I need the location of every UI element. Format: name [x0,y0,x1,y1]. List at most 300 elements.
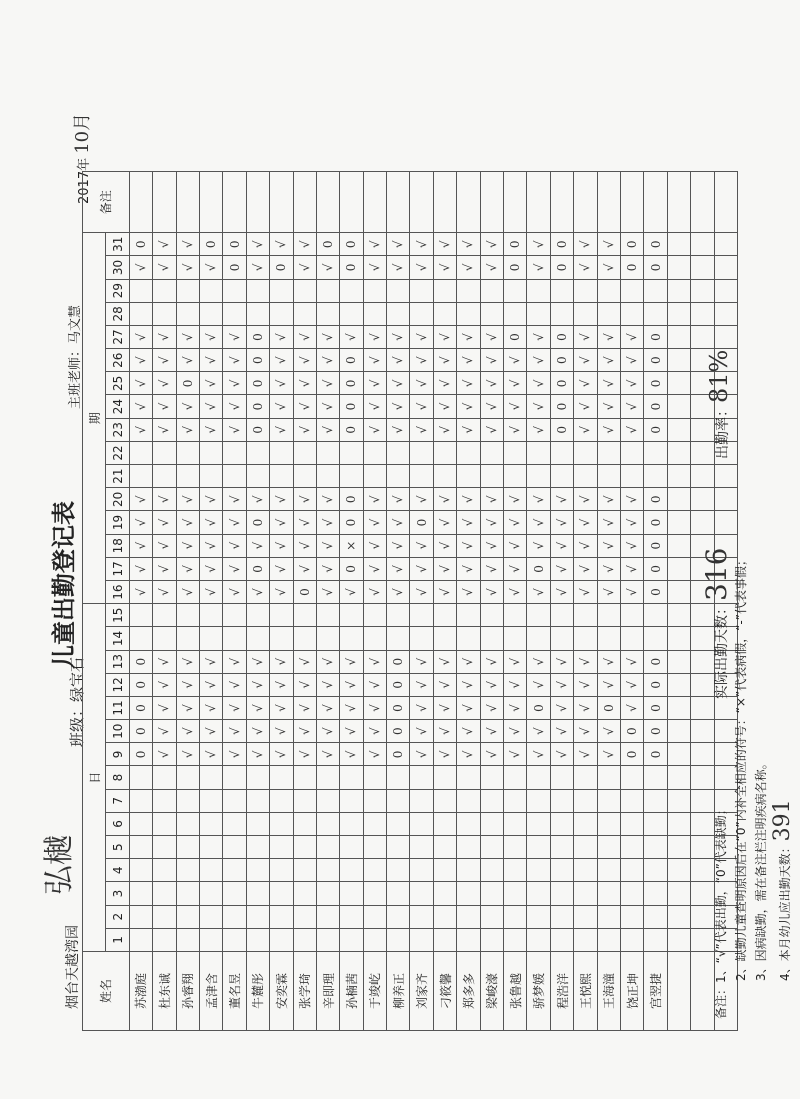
attendance-mark [199,859,222,882]
attendance-mark [667,325,690,348]
attendance-mark [550,836,573,859]
table-row [387,172,410,1031]
attendance-mark [129,279,152,302]
day-header: 31 [106,233,129,256]
student-name: 刘家齐 [410,952,433,1031]
attendance-mark: 0 [246,511,269,534]
note-cell [293,172,316,233]
attendance-mark [199,465,222,488]
attendance-mark: √ [410,673,433,696]
attendance-mark [293,905,316,928]
attendance-table [82,171,738,1031]
attendance-mark [270,812,293,835]
attendance-mark: √ [433,673,456,696]
attendance-mark [270,882,293,905]
attendance-mark: √ [550,650,573,673]
note-cell [644,172,667,233]
attendance-mark [340,604,363,627]
attendance-mark: √ [504,720,527,743]
note-cell [199,172,222,233]
attendance-mark: √ [504,743,527,766]
attendance-mark [667,372,690,395]
attendance-mark: √ [480,696,503,719]
notes-text-1: 1、“√”代表出勤，“0”代表缺勤； [714,803,728,983]
attendance-mark: √ [293,256,316,279]
attendance-mark: √ [176,488,199,511]
attendance-mark: √ [293,743,316,766]
attendance-mark [129,302,152,325]
attendance-mark [480,928,503,951]
actual-days-label: 实际出勤天数： [714,601,730,699]
note-cell [480,172,503,233]
attendance-mark [527,882,550,905]
attendance-mark [410,812,433,835]
attendance-mark [620,859,643,882]
attendance-mark: 0 [246,349,269,372]
attendance-mark [667,233,690,256]
attendance-mark [153,279,176,302]
attendance-mark: √ [363,418,386,441]
attendance-mark [387,836,410,859]
attendance-mark [527,928,550,951]
period-header: 期 [83,233,106,604]
attendance-mark: √ [433,256,456,279]
attendance-mark [597,789,620,812]
attendance-mark: √ [340,696,363,719]
attendance-mark [410,859,433,882]
attendance-mark [153,859,176,882]
attendance-mark [223,859,246,882]
day-header: 22 [106,441,129,464]
attendance-mark: 0 [129,720,152,743]
attendance-mark: √ [199,349,222,372]
student-name: 苏渤庭 [129,952,152,1031]
attendance-mark: √ [246,650,269,673]
attendance-mark: √ [527,233,550,256]
attendance-mark: √ [153,650,176,673]
attendance-mark [457,812,480,835]
attendance-mark [293,882,316,905]
attendance-mark [246,604,269,627]
attendance-mark: √ [504,372,527,395]
attendance-mark: 0 [550,325,573,348]
attendance-mark [667,395,690,418]
attendance-mark: √ [504,696,527,719]
attendance-mark: √ [620,581,643,604]
attendance-mark: √ [433,349,456,372]
attendance-mark: √ [293,673,316,696]
attendance-mark [480,627,503,650]
attendance-mark [363,859,386,882]
note-cell [527,172,550,233]
attendance-mark [410,302,433,325]
attendance-mark [550,812,573,835]
attendance-mark: √ [129,557,152,580]
attendance-mark: √ [387,325,410,348]
attendance-mark: √ [340,673,363,696]
attendance-mark: 0 [644,581,667,604]
attendance-mark: √ [153,673,176,696]
attendance-mark [387,789,410,812]
attendance-mark [691,696,714,719]
attendance-mark [410,766,433,789]
attendance-mark [293,279,316,302]
attendance-mark: √ [504,673,527,696]
table-row [527,172,550,1031]
attendance-mark [667,557,690,580]
attendance-mark [574,789,597,812]
attendance-mark [410,627,433,650]
attendance-mark: √ [480,673,503,696]
attendance-mark: √ [363,696,386,719]
attendance-mark: √ [480,372,503,395]
attendance-mark: √ [270,650,293,673]
table-row [199,172,222,1031]
attendance-mark: √ [597,720,620,743]
attendance-mark [410,789,433,812]
attendance-mark [597,836,620,859]
attendance-mark [620,465,643,488]
attendance-mark [691,859,714,882]
attendance-mark [504,766,527,789]
attendance-mark: √ [363,581,386,604]
attendance-mark: √ [199,743,222,766]
attendance-mark: 0 [387,743,410,766]
attendance-mark [176,441,199,464]
attendance-mark [199,928,222,951]
attendance-mark: √ [504,650,527,673]
table-row [480,172,503,1031]
attendance-mark: √ [527,534,550,557]
attendance-mark: √ [410,349,433,372]
attendance-mark [691,511,714,534]
attendance-mark: 0 [644,534,667,557]
attendance-mark [574,604,597,627]
attendance-mark: 0 [340,256,363,279]
attendance-mark [153,836,176,859]
attendance-mark: 0 [644,743,667,766]
attendance-mark: √ [620,511,643,534]
attendance-mark: √ [457,395,480,418]
school-name: 烟台天越湾园 [65,925,81,1009]
rate-label: 出勤率： [715,403,731,459]
attendance-mark: √ [176,511,199,534]
attendance-mark [316,905,339,928]
attendance-mark: √ [153,395,176,418]
day-header-row [106,172,129,1031]
day-header: 30 [106,256,129,279]
attendance-mark: √ [270,534,293,557]
table-row [223,172,246,1031]
attendance-mark [457,766,480,789]
attendance-mark [387,441,410,464]
teacher-label: 主班老师： [68,343,83,409]
attendance-mark [246,905,269,928]
attendance-mark: √ [480,418,503,441]
attendance-mark [129,604,152,627]
attendance-mark [246,882,269,905]
day-header: 21 [106,465,129,488]
day-header: 24 [106,395,129,418]
attendance-mark [410,465,433,488]
attendance-mark: 0 [527,696,550,719]
attendance-mark [644,859,667,882]
attendance-mark [387,279,410,302]
attendance-mark [316,604,339,627]
attendance-mark: √ [457,650,480,673]
attendance-mark [504,604,527,627]
note-cell [129,172,152,233]
attendance-mark: √ [129,488,152,511]
attendance-mark [316,928,339,951]
attendance-mark [293,302,316,325]
student-name: 王悦熙 [574,952,597,1031]
attendance-mark: √ [293,233,316,256]
attendance-mark: 0 [527,557,550,580]
attendance-mark: 0 [316,233,339,256]
attendance-mark: √ [550,488,573,511]
attendance-mark [433,441,456,464]
attendance-mark: 0 [293,581,316,604]
attendance-mark: √ [597,557,620,580]
attendance-mark [574,836,597,859]
attendance-mark: √ [293,557,316,580]
attendance-mark: √ [199,557,222,580]
attendance-mark [667,905,690,928]
attendance-mark: √ [316,720,339,743]
attendance-mark: √ [293,534,316,557]
month-label: 10月 [72,112,93,154]
attendance-mark [363,604,386,627]
attendance-mark [293,859,316,882]
attendance-mark: √ [223,720,246,743]
attendance-mark: √ [457,325,480,348]
attendance-mark: √ [620,488,643,511]
attendance-mark: √ [410,488,433,511]
attendance-mark [340,441,363,464]
attendance-mark [550,882,573,905]
attendance-mark [223,766,246,789]
attendance-mark: 0 [340,418,363,441]
attendance-mark: √ [550,511,573,534]
attendance-mark [340,812,363,835]
attendance-mark [644,882,667,905]
attendance-mark: √ [199,256,222,279]
student-name: 王海潼 [597,952,620,1031]
attendance-mark: √ [433,720,456,743]
attendance-mark [504,836,527,859]
attendance-mark [387,627,410,650]
attendance-mark [644,441,667,464]
attendance-mark: 0 [550,418,573,441]
attendance-mark: √ [199,673,222,696]
attendance-mark [457,859,480,882]
attendance-mark: √ [153,534,176,557]
day-header: 28 [106,302,129,325]
attendance-mark: √ [457,256,480,279]
attendance-mark [504,812,527,835]
attendance-mark [550,905,573,928]
attendance-mark: √ [620,650,643,673]
attendance-mark: √ [246,233,269,256]
attendance-mark [620,905,643,928]
student-name: 宫翌捷 [644,952,667,1031]
student-name: 孙楠茜 [340,952,363,1031]
attendance-mark: √ [457,488,480,511]
attendance-mark: √ [153,488,176,511]
attendance-mark: √ [199,534,222,557]
attendance-mark: √ [433,696,456,719]
attendance-mark: √ [223,372,246,395]
attendance-mark: √ [480,720,503,743]
attendance-mark [667,488,690,511]
attendance-mark [340,882,363,905]
attendance-mark [620,441,643,464]
attendance-mark: 0 [223,256,246,279]
attendance-mark [316,812,339,835]
attendance-mark: √ [457,349,480,372]
attendance-mark: √ [574,743,597,766]
attendance-mark: √ [199,395,222,418]
notes-line1 [712,803,729,1019]
attendance-mark: 0 [129,743,152,766]
attendance-mark: √ [457,696,480,719]
attendance-mark [387,882,410,905]
attendance-mark [387,859,410,882]
attendance-mark [246,789,269,812]
attendance-mark: 0 [597,696,620,719]
attendance-mark [363,302,386,325]
student-name [667,952,690,1031]
attendance-mark: 0 [504,233,527,256]
attendance-mark [457,465,480,488]
attendance-mark [246,627,269,650]
attendance-mark: √ [316,488,339,511]
attendance-mark: √ [574,395,597,418]
student-name: 孙睿翔 [176,952,199,1031]
attendance-mark [574,928,597,951]
attendance-mark: √ [410,557,433,580]
attendance-mark [597,441,620,464]
attendance-mark [574,859,597,882]
attendance-mark: √ [550,696,573,719]
attendance-mark: √ [293,418,316,441]
attendance-mark: √ [340,581,363,604]
note-cell [433,172,456,233]
attendance-mark: √ [527,673,550,696]
attendance-mark [153,905,176,928]
attendance-mark [410,882,433,905]
attendance-mark: √ [316,349,339,372]
attendance-mark: 0 [246,557,269,580]
attendance-mark: √ [316,534,339,557]
attendance-mark: 0 [176,372,199,395]
attendance-mark [644,604,667,627]
attendance-mark: √ [316,418,339,441]
attendance-mark [176,789,199,812]
attendance-mark: √ [223,395,246,418]
attendance-mark [597,859,620,882]
attendance-mark: √ [246,696,269,719]
attendance-mark: √ [363,372,386,395]
attendance-mark [504,465,527,488]
attendance-mark [667,279,690,302]
attendance-mark: √ [574,233,597,256]
attendance-mark [176,928,199,951]
day-header: 2 [106,905,129,928]
attendance-mark [597,279,620,302]
attendance-mark [270,766,293,789]
attendance-mark [527,302,550,325]
attendance-mark: √ [316,743,339,766]
attendance-mark [246,836,269,859]
attendance-mark: √ [433,650,456,673]
attendance-mark [199,789,222,812]
table-row [129,172,152,1031]
attendance-mark: √ [176,673,199,696]
attendance-mark: √ [527,650,550,673]
attendance-mark [457,604,480,627]
attendance-mark: √ [480,650,503,673]
attendance-mark [667,836,690,859]
attendance-mark: √ [153,349,176,372]
attendance-mark: √ [480,557,503,580]
attendance-mark [457,836,480,859]
attendance-mark [714,279,737,302]
attendance-mark [153,812,176,835]
attendance-mark [410,905,433,928]
attendance-mark [504,928,527,951]
attendance-mark: √ [176,696,199,719]
attendance-mark [387,465,410,488]
attendance-mark: √ [410,720,433,743]
attendance-mark: √ [246,673,269,696]
student-name: 张鲁越 [504,952,527,1031]
day-header: 3 [106,882,129,905]
attendance-mark: √ [527,325,550,348]
attendance-mark: √ [153,581,176,604]
attendance-mark [667,511,690,534]
attendance-mark [387,302,410,325]
attendance-mark: √ [527,488,550,511]
attendance-mark [644,789,667,812]
attendance-mark [293,928,316,951]
student-name [691,952,714,1031]
attendance-mark [223,882,246,905]
attendance-mark [293,441,316,464]
attendance-mark [667,766,690,789]
day-header: 29 [106,279,129,302]
attendance-mark [691,720,714,743]
attendance-mark: √ [387,395,410,418]
attendance-mark: 0 [644,372,667,395]
day-header: 4 [106,859,129,882]
attendance-mark: √ [363,673,386,696]
attendance-mark [129,627,152,650]
attendance-mark: √ [410,534,433,557]
attendance-mark: √ [223,534,246,557]
attendance-mark [270,302,293,325]
attendance-mark [691,743,714,766]
actual-days [700,548,733,699]
table-row [270,172,293,1031]
attendance-mark [433,905,456,928]
attendance-mark: √ [410,395,433,418]
attendance-mark: √ [293,696,316,719]
attendance-mark [574,465,597,488]
attendance-mark: √ [597,743,620,766]
note-cell [340,172,363,233]
